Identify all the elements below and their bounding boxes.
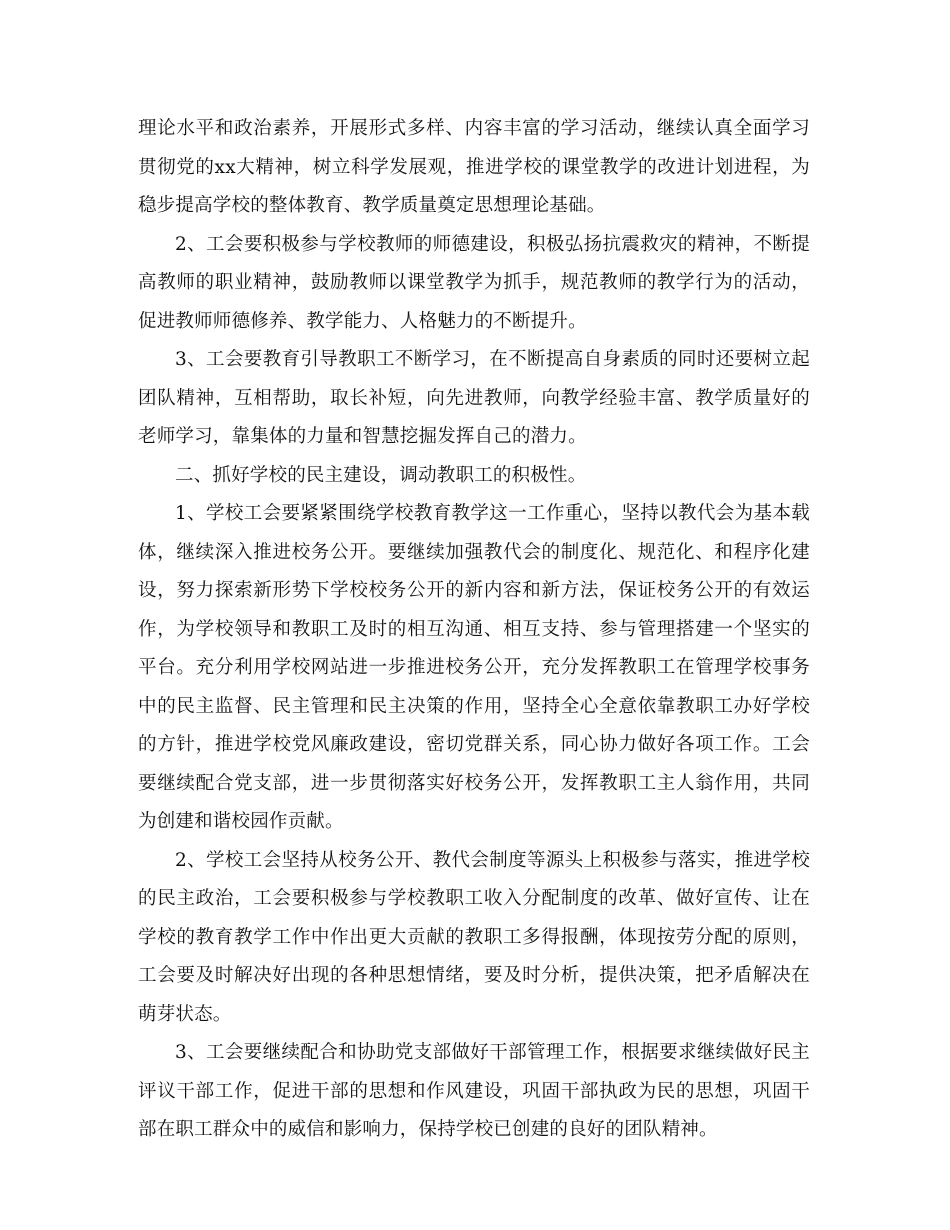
- paragraph-3: 3、工会要教育引导教职工不断学习，在不断提高自身素质的同时还要树立起团队精神，互相帮助，取长补短，向先进教师，向教学经验丰富、教学质量好的老师学习，靠集体的力量和智慧挖掘发挥自己的潜力。: [138, 349, 810, 447]
- paragraph-7: 3、工会要继续配合和协助党支部做好干部管理工作，根据要求继续做好民主评议干部工作，促进干部的思想和作风建设，巩固干部执政为民的思想，巩固干部在职工群众中的威信和影响力，保持学校已创建的良好的团队精神。: [138, 1042, 810, 1140]
- document-body: [138, 110, 810, 1150]
- paragraph-1: 理论水平和政治素养，开展形式多样、内容丰富的学习活动，继续认真全面学习贯彻党的xx大精神，树立科学发展观，推进学校的课堂教学的改进计划进程，为稳步提高学校的整体教育、教学质量奠定思想理论基础。: [138, 118, 810, 216]
- paragraph-2: 2、工会要积极参与学校教师的师德建设，积极弘扬抗震救灾的精神，不断提高教师的职业精神，鼓励教师以课堂教学为抓手，规范教师的教学行为的活动，促进教师师德修养、教学能力、人格魅力的不断提升。: [138, 233, 810, 332]
- paragraph-6: 2、学校工会坚持从校务公开、教代会制度等源头上积极参与落实，推进学校的民主政治，工会要积极参与学校教职工收入分配制度的改革、做好宣传、让在学校的教育教学工作中作出更大贡献的教职工多得报酬，体现按劳分配的原则，工会要及时解决好出现的各种思想情绪，要及时分析，提供决策，把矛盾解决在萌芽状态。: [138, 849, 810, 1025]
- section-heading-2: 二、抓好学校的民主建设，调动教职工的积极性。: [175, 464, 587, 486]
- paragraph-5: 1、学校工会要紧紧围绕学校教育教学这一工作重心，坚持以教代会为基本载体，继续深入推进校务公开。要继续加强教代会的制度化、规范化、和程序化建设，努力探索新形势下学校校务公开的新内容和新方法，保证校务公开的有效运作，为学校领导和教职工及时的相互沟通、相互支持、参与管理搭建一个坚实的平台。充分利用学校网站进一步推进校务公开，充分发挥教职工在管理学校事务中的民主监督、民主管理和民主决策的作用，坚持全心全意依靠教职工办好学校的方针，推进学校党风廉政建设，密切党群关系，同心协力做好各项工作。工会要继续配合党支部，进一步贯彻落实好校务公开，发挥教职工主人翁作用，共同为创建和谐校园作贡献。: [138, 503, 810, 832]
